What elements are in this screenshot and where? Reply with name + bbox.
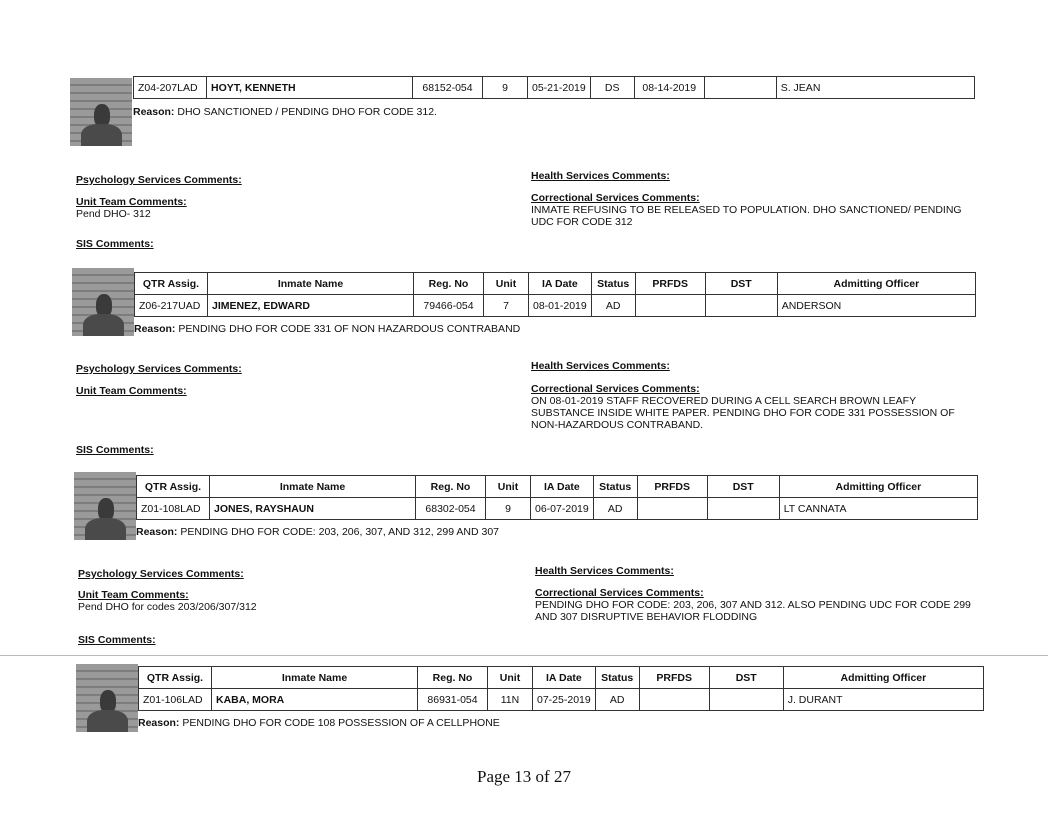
correctional-comments xyxy=(531,192,971,228)
reg-no-header: Reg. No xyxy=(418,667,488,689)
admitting-officer-header: Admitting Officer xyxy=(779,476,977,498)
prfds-cell xyxy=(637,498,707,520)
ia-date-cell: 07-25-2019 xyxy=(533,689,596,711)
unit-header: Unit xyxy=(486,476,531,498)
reg-no-header: Reg. No xyxy=(416,476,486,498)
correctional-text: INMATE REFUSING TO BE RELEASED TO POPULATION. DHO SANCTIONED/ PENDING UDC FOR CODE 312 xyxy=(531,204,962,228)
admitting-officer-header: Admitting Officer xyxy=(777,273,975,295)
health-comments xyxy=(535,565,674,577)
inmate-name-header: Inmate Name xyxy=(208,273,414,295)
inmate-name-cell: JONES, RAYSHAUN xyxy=(210,498,416,520)
dst-header: DST xyxy=(709,667,783,689)
psychology-comments xyxy=(76,174,242,186)
dst-cell xyxy=(705,295,777,317)
reg-no-cell: 68152-054 xyxy=(413,77,483,99)
psychology-label: Psychology Services Comments: xyxy=(76,174,242,186)
dst-cell xyxy=(707,498,779,520)
status-cell: AD xyxy=(591,295,635,317)
dst-header: DST xyxy=(707,476,779,498)
admitting-officer-cell: LT CANNATA xyxy=(779,498,977,520)
qtr-cell: Z01-108LAD xyxy=(137,498,210,520)
sis-comments xyxy=(76,444,154,456)
status-cell: AD xyxy=(593,498,637,520)
prfds-cell xyxy=(639,689,709,711)
dst-cell xyxy=(704,77,776,99)
sis-label: SIS Comments: xyxy=(78,634,156,646)
unit-team-text: Pend DHO for codes 203/206/307/312 xyxy=(78,601,257,613)
prfds-cell xyxy=(635,295,705,317)
status-cell: AD xyxy=(595,689,639,711)
health-label: Health Services Comments: xyxy=(531,360,670,372)
inmate-name-cell: HOYT, KENNETH xyxy=(207,77,413,99)
reg-no-cell: 68302-054 xyxy=(416,498,486,520)
psychology-comments xyxy=(78,568,244,580)
admitting-officer-cell: J. DURANT xyxy=(783,689,983,711)
ia-date-header: IA Date xyxy=(529,273,592,295)
sis-label: SIS Comments: xyxy=(76,238,154,250)
psychology-comments xyxy=(76,363,242,375)
unit-team-label: Unit Team Comments: xyxy=(76,196,187,208)
ia-date-cell: 06-07-2019 xyxy=(531,498,594,520)
admitting-officer-cell: ANDERSON xyxy=(777,295,975,317)
reason-line xyxy=(134,323,520,335)
prfds-cell: 08-14-2019 xyxy=(634,77,704,99)
psychology-label: Psychology Services Comments: xyxy=(78,568,244,580)
page-number: Page 13 of 27 xyxy=(477,767,571,786)
status-cell: DS xyxy=(590,77,634,99)
ia-date-cell: 05-21-2019 xyxy=(528,77,591,99)
health-comments xyxy=(531,360,670,372)
dst-header: DST xyxy=(705,273,777,295)
prfds-header: PRFDS xyxy=(639,667,709,689)
unit-team-comments xyxy=(76,196,187,220)
ia-date-cell: 08-01-2019 xyxy=(529,295,592,317)
reason-line xyxy=(133,106,437,118)
reg-no-header: Reg. No xyxy=(414,273,484,295)
qtr-header: QTR Assig. xyxy=(135,273,208,295)
qtr-cell: Z01-106LAD xyxy=(139,689,212,711)
dst-cell xyxy=(709,689,783,711)
unit-team-label: Unit Team Comments: xyxy=(76,385,187,397)
reason-label: Reason: xyxy=(138,717,180,729)
unit-cell: 9 xyxy=(483,77,528,99)
inmate-record-table xyxy=(134,272,976,317)
reason-line xyxy=(136,526,499,538)
inmate-name-cell: JIMENEZ, EDWARD xyxy=(208,295,414,317)
ia-date-header: IA Date xyxy=(531,476,594,498)
admitting-officer-header: Admitting Officer xyxy=(783,667,983,689)
health-comments xyxy=(531,170,670,182)
unit-cell: 9 xyxy=(486,498,531,520)
reason-line xyxy=(138,717,500,729)
psychology-label: Psychology Services Comments: xyxy=(76,363,242,375)
inmate-photo xyxy=(76,664,138,732)
unit-team-comments xyxy=(76,385,187,397)
unit-cell: 7 xyxy=(484,295,529,317)
reg-no-cell: 79466-054 xyxy=(414,295,484,317)
inmate-name-cell: KABA, MORA xyxy=(212,689,418,711)
status-header: Status xyxy=(591,273,635,295)
health-label: Health Services Comments: xyxy=(535,565,674,577)
reason-text: PENDING DHO FOR CODE 331 OF NON HAZARDOUS CONTRABAND xyxy=(178,323,521,335)
correctional-text: PENDING DHO FOR CODE: 203, 206, 307 AND 312. ALSO PENDING UDC FOR CODE 299 AND 307 DISRUPTIVE BEHAVIOR FLODDING xyxy=(535,599,971,623)
status-header: Status xyxy=(595,667,639,689)
unit-header: Unit xyxy=(488,667,533,689)
inmate-photo xyxy=(72,268,134,336)
reason-text: PENDING DHO FOR CODE 108 POSSESSION OF A CELLPHONE xyxy=(182,717,500,729)
status-header: Status xyxy=(593,476,637,498)
reason-text: DHO SANCTIONED / PENDING DHO FOR CODE 312. xyxy=(177,106,437,118)
correctional-label: Correctional Services Comments: xyxy=(531,383,700,395)
inmate-record-table xyxy=(133,76,975,99)
qtr-header: QTR Assig. xyxy=(137,476,210,498)
sis-comments xyxy=(78,634,156,646)
unit-cell: 11N xyxy=(488,689,533,711)
prfds-header: PRFDS xyxy=(635,273,705,295)
page-divider xyxy=(0,655,1048,656)
sis-comments xyxy=(76,238,154,250)
unit-team-comments xyxy=(78,589,257,613)
sis-label: SIS Comments: xyxy=(76,444,154,456)
health-label: Health Services Comments: xyxy=(531,170,670,182)
prfds-header: PRFDS xyxy=(637,476,707,498)
qtr-cell: Z04-207LAD xyxy=(134,77,207,99)
ia-date-header: IA Date xyxy=(533,667,596,689)
correctional-comments xyxy=(531,383,971,431)
reg-no-cell: 86931-054 xyxy=(418,689,488,711)
unit-header: Unit xyxy=(484,273,529,295)
qtr-header: QTR Assig. xyxy=(139,667,212,689)
reason-text: PENDING DHO FOR CODE: 203, 206, 307, AND 312, 299 AND 307 xyxy=(180,526,499,538)
inmate-record-table xyxy=(136,475,978,520)
qtr-cell: Z06-217UAD xyxy=(135,295,208,317)
admitting-officer-cell: S. JEAN xyxy=(776,77,974,99)
inmate-name-header: Inmate Name xyxy=(210,476,416,498)
correctional-comments xyxy=(535,587,980,623)
reason-label: Reason: xyxy=(136,526,178,538)
inmate-photo xyxy=(74,472,136,540)
correctional-label: Correctional Services Comments: xyxy=(531,192,700,204)
inmate-record-table xyxy=(138,666,984,711)
inmate-photo xyxy=(70,78,132,146)
unit-team-label: Unit Team Comments: xyxy=(78,589,189,601)
correctional-text: ON 08-01-2019 STAFF RECOVERED DURING A CELL SEARCH BROWN LEAFY SUBSTANCE INSIDE WHITE PAPER. PENDING DHO FOR CODE 331 POSSESSION OF NON-HAZARDOUS CONTRABAND. xyxy=(531,395,955,431)
correctional-label: Correctional Services Comments: xyxy=(535,587,704,599)
reason-label: Reason: xyxy=(134,323,176,335)
reason-label: Reason: xyxy=(133,106,175,118)
unit-team-text: Pend DHO- 312 xyxy=(76,208,151,220)
inmate-name-header: Inmate Name xyxy=(212,667,418,689)
